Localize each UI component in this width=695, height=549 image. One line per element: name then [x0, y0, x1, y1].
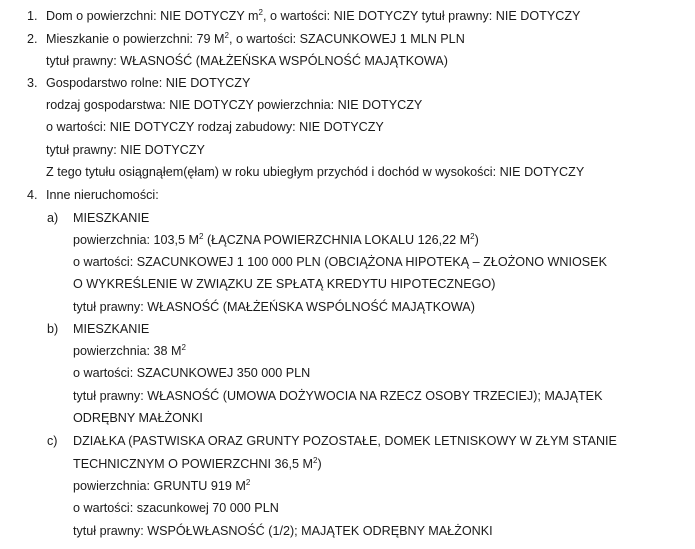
list-item-line	[46, 53, 448, 69]
line-text: tytuł prawny: WŁASNOŚĆ (MAŁŻEŃSKA WSPÓLNOŚĆ MAJĄTKOWA)	[46, 54, 448, 68]
line-text: tytuł prawny: WŁASNOŚĆ (UMOWA DOŻYWOCIA NA RZECZ OSOBY TRZECIEJ); MAJĄTEK	[73, 389, 603, 403]
sublist-item-line	[73, 232, 479, 248]
line-text: powierzchnia: GRUNTU 919 M	[73, 479, 246, 493]
superscript: 2	[245, 478, 251, 487]
superscript: 2	[181, 343, 186, 352]
line-text: o wartości: NIE DOTYCZY rodzaj zabudowy: NIE DOTYCZY	[46, 120, 384, 134]
line-text: O WYKREŚLENIE W ZWIĄZKU ZE SPŁATĄ KREDYTU HIPOTECZNEGO)	[73, 277, 496, 291]
line-text: tytuł prawny: NIE DOTYCZY	[46, 143, 205, 157]
line-text: tytuł prawny: WSPÓŁWŁASNOŚĆ (1/2); MAJĄTEK ODRĘBNY MAŁŻONKI	[73, 524, 493, 538]
sublist-letter: a)	[47, 211, 59, 225]
line-text: Inne nieruchomości:	[46, 188, 159, 202]
list-number: 3.	[27, 76, 38, 90]
list-item-line	[46, 8, 580, 24]
line-text: o wartości: szacunkowej 70 000 PLN	[73, 501, 279, 515]
line-text: (ŁĄCZNA POWIERZCHNIA LOKALU 126,22 M	[203, 233, 471, 247]
sublist-item-line	[73, 456, 322, 472]
line-text: DZIAŁKA (PASTWISKA ORAZ GRUNTY POZOSTAŁE, DOMEK LETNISKOWY W ZŁYM STANIE	[73, 434, 617, 448]
line-text: ODRĘBNY MAŁŻONKI	[73, 411, 203, 425]
sublist-item-line	[73, 276, 495, 292]
list-item-line	[46, 119, 384, 135]
list-item-line	[46, 187, 159, 203]
line-text: Z tego tytułu osiągnąłem(ęłam) w roku ubiegłym przychód i dochód w wysokości: NIE DOTYCZY	[46, 165, 585, 179]
superscript: 2	[199, 232, 204, 241]
sublist-item-line	[73, 254, 607, 270]
line-text: , o wartości: SZACUNKOWEJ 1 MLN PLN	[228, 32, 465, 46]
sublist-item-line	[73, 365, 310, 381]
sublist-item-line	[73, 299, 475, 315]
line-text: powierzchnia: 103,5 M	[73, 233, 200, 247]
list-item-line	[46, 31, 465, 47]
sublist-item-line	[73, 343, 186, 359]
superscript: 2	[224, 31, 229, 40]
list-item-line	[46, 75, 250, 91]
line-text: rodzaj gospodarstwa: NIE DOTYCZY powierzchnia: NIE DOTYCZY	[46, 98, 423, 112]
line-text: )	[317, 457, 322, 471]
list-item-line	[46, 142, 205, 158]
superscript: 2	[470, 232, 475, 241]
list-number: 2.	[27, 32, 38, 46]
superscript: 2	[313, 456, 318, 465]
sublist-item-line	[73, 388, 602, 404]
line-text: o wartości: SZACUNKOWEJ 1 100 000 PLN (OBCIĄŻONA HIPOTEKĄ – ZŁOŻONO WNIOSEK	[73, 255, 607, 269]
sublist-item-line	[73, 321, 149, 337]
sublist-letter: c)	[47, 434, 58, 448]
sublist-item-line	[73, 478, 250, 494]
line-text: MIESZKANIE	[73, 211, 150, 225]
sublist-item-line	[73, 523, 493, 539]
list-number: 4.	[27, 188, 38, 202]
sublist-item-line	[73, 410, 203, 426]
list-number: 1.	[27, 9, 38, 23]
line-text: o wartości: SZACUNKOWEJ 350 000 PLN	[73, 366, 311, 380]
line-text: , o wartości: NIE DOTYCZY tytuł prawny: NIE DOTYCZY	[262, 9, 581, 23]
line-text: MIESZKANIE	[73, 322, 150, 336]
line-text: Gospodarstwo rolne: NIE DOTYCZY	[46, 76, 251, 90]
sublist-item-line	[73, 500, 279, 516]
list-item-line	[46, 164, 584, 180]
sublist-letter: b)	[47, 322, 59, 336]
sublist-item-line	[73, 433, 617, 449]
line-text: )	[474, 233, 479, 247]
line-text: TECHNICZNYM O POWIERZCHNI 36,5 M	[73, 457, 313, 471]
sublist-item-line	[73, 210, 149, 226]
line-text: tytuł prawny: WŁASNOŚĆ (MAŁŻEŃSKA WSPÓLNOŚĆ MAJĄTKOWA)	[73, 300, 475, 314]
list-item-line	[46, 97, 422, 113]
superscript: 2	[258, 8, 263, 17]
line-text: powierzchnia: 38 M	[73, 344, 182, 358]
line-text: Dom o powierzchni: NIE DOTYCZY m	[46, 9, 259, 23]
line-text: Mieszkanie o powierzchni: 79 M	[46, 32, 225, 46]
